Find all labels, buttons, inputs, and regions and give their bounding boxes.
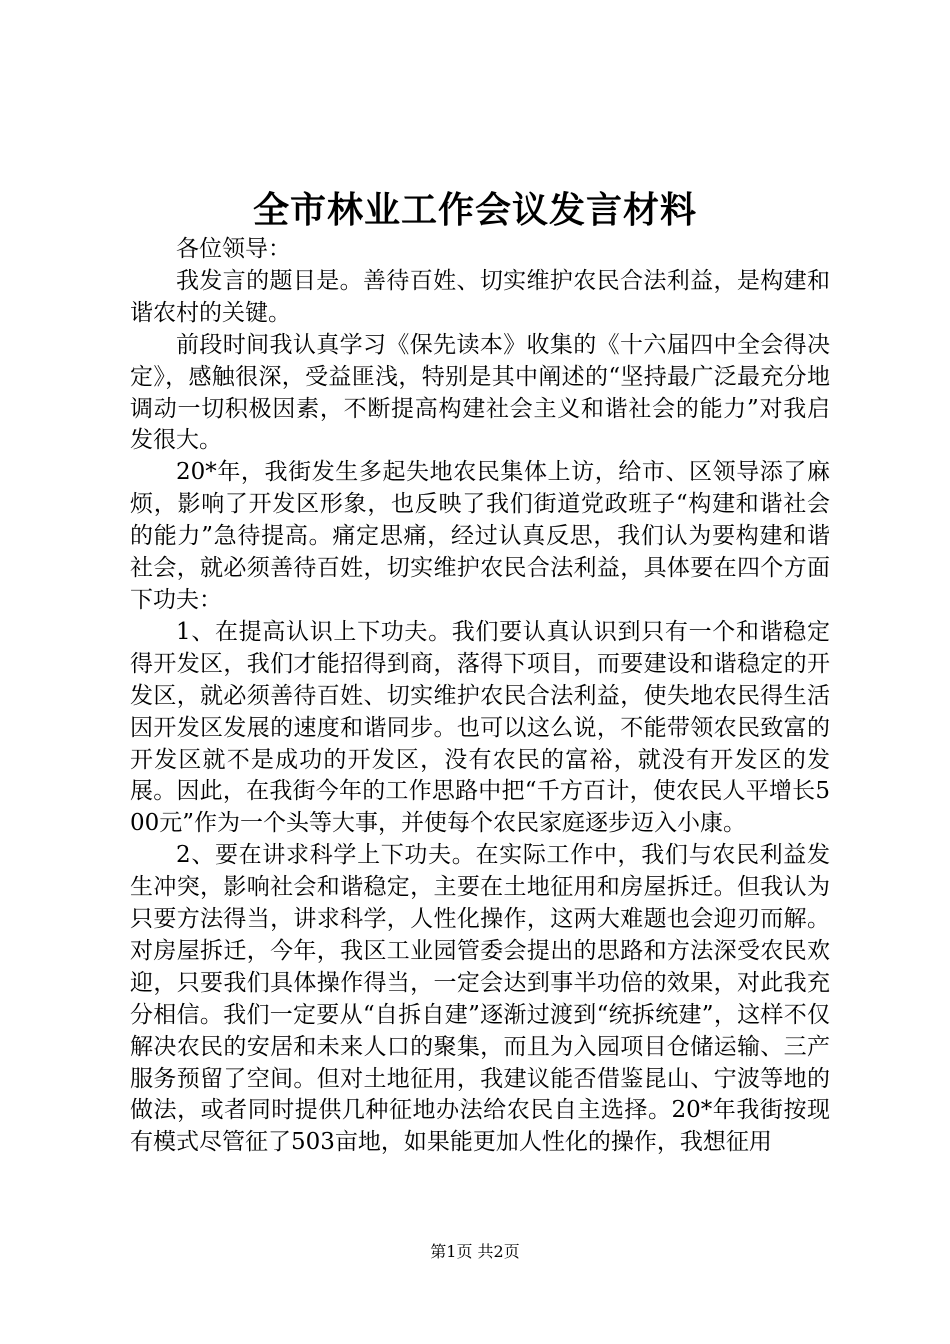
paragraph-point-1: 1、在提高认识上下功夫。我们要认真认识到只有一个和谐稳定得开发区，我们才能招得到商，落得下项目，而要建设和谐稳定的开发区，就必须善待百姓、切实维护农民合法利益，使失地农民得生活因开发区发展的速度和谐同步。也可以这么说，不能带领农民致富的开发区就不是成功的开发区，没有农民的富裕，就没有开发区的发展。因此，在我街今年的工作思路中把“千方百计，使农民人平增长500元”作为一个头等大事，并使每个农民家庭逐步迈入小康。 — [130, 618, 830, 837]
paragraph-reflection: 20*年，我街发生多起失地农民集体上访，给市、区领导添了麻烦，影响了开发区形象，也反映了我们街道党政班子“构建和谐社会的能力”急待提高。痛定思痛，经过认真反思，我们认为要构建和谐社会，就必须善待百姓，切实维护农民合法利益，具体要在四个方面下功夫： — [130, 459, 830, 613]
paragraph-point-2: 2、要在讲求科学上下功夫。在实际工作中，我们与农民利益发生冲突，影响社会和谐稳定，主要在土地征用和房屋拆迁。但我认为只要方法得当，讲求科学，人性化操作，这两大难题也会迎刃而解。对房屋拆迁，今年，我区工业园管委会提出的思路和方法深受农民欢迎，只要我们具体操作得当，一定会达到事半功倍的效果，对此我充分相信。我们一定要从“自拆自建”逐渐过渡到“统拆统建”，这样不仅解决农民的安居和未来人口的聚集，而且为入园项目仓储运输、三产服务预留了空间。但对土地征用，我建议能否借鉴昆山、宁波等地的做法，或者同时提供几种征地办法给农民自主选择。20*年我街按现有模式尽管征了503亩地，如果能更加人性化的操作，我想征用 — [130, 842, 830, 1156]
document-title: 全市林业工作会议发言材料 — [252, 189, 697, 231]
paragraph-topic: 我发言的题目是。善待百姓、切实维护农民合法利益，是构建和谐农村的关键。 — [130, 267, 830, 326]
paragraph-study: 前段时间我认真学习《保先读本》收集的《十六届四中全会得决定》，感触很深，受益匪浅，特别是其中阐述的“坚持最广泛最充分地调动一切积极因素，不断提高构建社会主义和谐社会的能力”对我启发很大。 — [130, 331, 830, 454]
paragraph-salutation: 各位领导： — [176, 236, 291, 262]
document-body — [130, 234, 830, 1159]
page-number-footer: 第1页 共2页 — [430, 1242, 520, 1261]
